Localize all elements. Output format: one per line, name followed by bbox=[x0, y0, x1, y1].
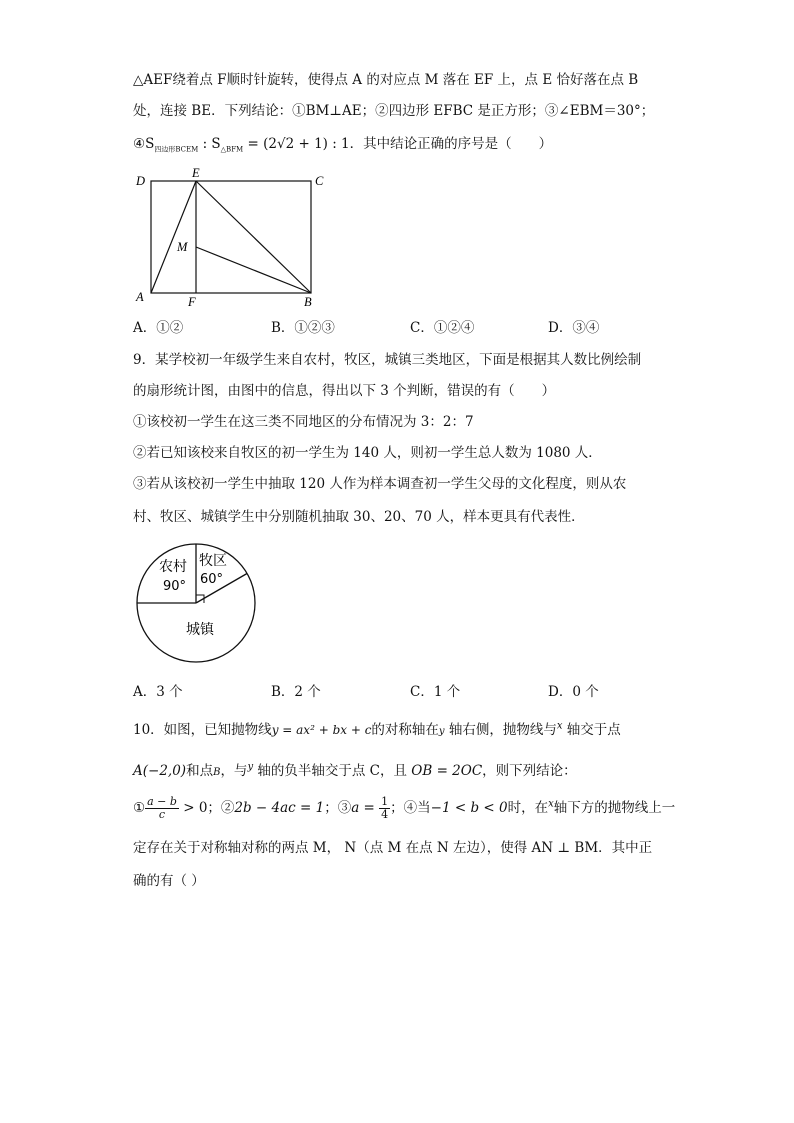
q9-option-a[interactable]: A．3 个 bbox=[133, 684, 183, 700]
frac-den-4: 4 bbox=[381, 808, 389, 821]
q9-text-line5: ③若从该校初一学生中抽取 120 人作为样本调查初一学生父母的文化程度，则从农 bbox=[133, 476, 627, 492]
q8-option-c[interactable]: C．①②④ bbox=[410, 320, 475, 336]
q8-rectangle-figure bbox=[130, 165, 330, 310]
q9-option-c[interactable]: C．1 个 bbox=[410, 684, 461, 700]
q10-l1-y: y bbox=[438, 726, 445, 737]
q10-l1d: 轴交于点 bbox=[562, 722, 621, 738]
pie-angle-pastoral: 60° bbox=[200, 572, 224, 587]
q10-point-a: A(−2,0) bbox=[133, 763, 187, 779]
q10-l1b: 的对称轴在 bbox=[371, 722, 439, 738]
q8-area-sub1: 四边形BCEM bbox=[154, 145, 199, 154]
label-f: F bbox=[188, 295, 196, 309]
q8-text-line1: △AEF绕着点 F顺时针旋转，使得点 A 的对应点 M 落在 EF 上，点 E 恰好落在点 B bbox=[133, 72, 639, 88]
q9-text-line3: ①该校初一学生在这三类不同地区的分布情况为 3：2：7 bbox=[133, 414, 474, 430]
pie-label-pastoral: 牧区 bbox=[199, 553, 227, 569]
segment-ae bbox=[151, 181, 196, 293]
q10-fraction-ab-c bbox=[145, 796, 179, 821]
q10-l3-tail: 时，在 bbox=[507, 800, 549, 816]
q10-fraction-one-quarter bbox=[379, 796, 390, 821]
segment-eb bbox=[196, 181, 311, 293]
q10-l1a: 10．如图，已知抛物线 bbox=[133, 722, 272, 738]
q10-l2d: 轴的负半轴交于点 C，且 bbox=[253, 763, 412, 779]
label-d: D bbox=[136, 174, 146, 188]
q8-option-b[interactable]: B．①②③ bbox=[271, 320, 335, 336]
pie-angle-rural: 90° bbox=[163, 579, 187, 594]
pie-label-town: 城镇 bbox=[186, 622, 214, 638]
q10-text-line1 bbox=[133, 718, 621, 738]
q8-option-d[interactable]: D．③④ bbox=[548, 320, 600, 336]
q10-text-line3 bbox=[133, 796, 675, 821]
q8-area-s1: ④S bbox=[133, 136, 155, 152]
q9-text-line6: 村、牧区、城镇学生中分别随机抽取 30、20、70 人，样本更具有代表性． bbox=[133, 509, 585, 525]
q9-pie-chart bbox=[134, 543, 269, 665]
q10-cond: −1 < b < 0 bbox=[430, 800, 508, 816]
q10-ob-eq: OB = 2OC bbox=[411, 763, 483, 779]
q10-text-line5: 确的有（ ） bbox=[133, 873, 205, 889]
q10-l3-x: x bbox=[548, 798, 554, 810]
q10-l3-s4: ；④当 bbox=[390, 800, 431, 816]
q10-l3-circ1: ① bbox=[133, 800, 146, 816]
q8-option-a[interactable]: A．①② bbox=[133, 320, 184, 336]
label-e: E bbox=[192, 166, 200, 180]
q10-l2e: ，则下列结论： bbox=[482, 763, 577, 779]
q9-option-b[interactable]: B．2 个 bbox=[271, 684, 321, 700]
q8-area-colon: : S bbox=[198, 136, 221, 152]
frac-denominator: c bbox=[158, 808, 166, 821]
q8-area-sub2: △BFM bbox=[220, 145, 244, 154]
q9-option-d[interactable]: D．0 个 bbox=[548, 684, 599, 700]
label-a: A bbox=[136, 290, 144, 304]
segment-mb bbox=[196, 247, 311, 293]
label-b: B bbox=[304, 295, 312, 309]
q10-l2-y: y bbox=[247, 761, 254, 773]
frac-numerator: a − b bbox=[147, 795, 177, 808]
q10-l3-after: > 0；② bbox=[178, 800, 235, 816]
q8-text-line3 bbox=[133, 132, 552, 155]
q10-text-line2 bbox=[133, 759, 577, 779]
label-c: C bbox=[315, 174, 324, 188]
q10-parabola-eq: y = ax² + bx + c bbox=[271, 723, 372, 737]
q10-l2c: ，与 bbox=[220, 763, 248, 779]
q9-text-line1: 9．某学校初一年级学生来自农村，牧区，城镇三类地区，下面是根据其人数比例绘制 bbox=[133, 352, 642, 368]
frac-num-1: 1 bbox=[381, 795, 389, 808]
q10-eq3-a: a = bbox=[351, 800, 380, 816]
q10-l1-x: x bbox=[556, 720, 563, 732]
q8-text-line2: 处，连接 BE．下列结论：①BM⊥AE；②四边形 EFBC 是正方形；③∠EBM＝30°； bbox=[133, 103, 655, 119]
q10-eq2: 2b − 4ac = 1 bbox=[234, 800, 325, 816]
q8-area-expr: = (2√2 + 1) : 1．其中结论正确的序号是（ ） bbox=[243, 136, 553, 152]
label-m: M bbox=[177, 240, 188, 254]
q9-text-line4: ②若已知该校来自牧区的初一学生为 140 人，则初一学生总人数为 1080 人． bbox=[133, 445, 602, 461]
q9-text-line2: 的扇形统计图，由图中的信息，得出以下 3 个判断，错误的有（ ） bbox=[133, 383, 556, 399]
pie-label-rural: 农村 bbox=[159, 559, 187, 575]
q10-l3-tail2: 轴下方的抛物线上一 bbox=[553, 800, 676, 816]
q10-l1c: 轴右侧，抛物线与 bbox=[444, 722, 557, 738]
q10-l2-B: B bbox=[213, 767, 221, 778]
rect-abcd bbox=[151, 181, 311, 293]
q10-text-line4: 定存在关于对称轴对称的两点 M， N（点 M 在点 N 左边），使得 AN ⊥ BM．其中正 bbox=[133, 840, 653, 856]
q10-l2b: 和点 bbox=[186, 763, 214, 779]
q10-l3-s3: ；③ bbox=[324, 800, 352, 816]
